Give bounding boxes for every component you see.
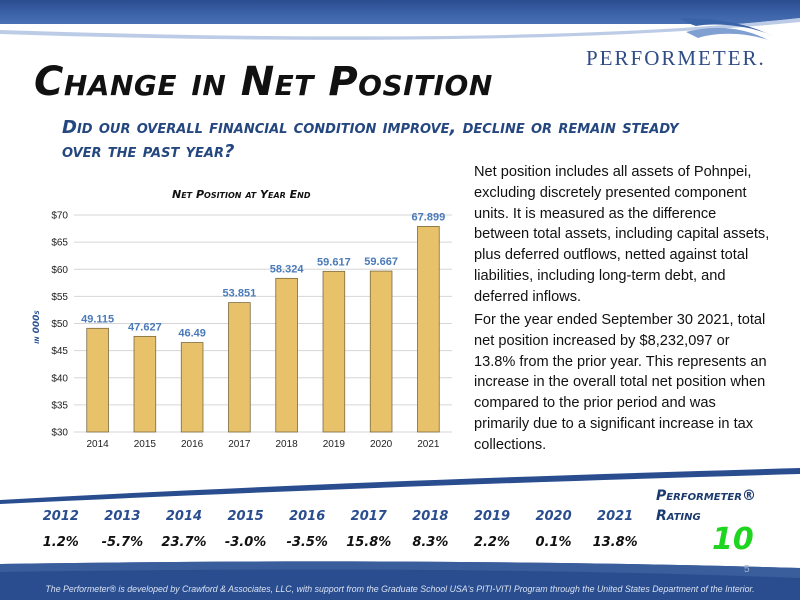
description-paragraph: Net position includes all assets of Pohnpei, excluding discretely presented component units. It is measured as the difference between total assets, including capital assets, plus deferred outflows, netted against total liabilities, including long-term debt, and deferred inflows.	[474, 164, 770, 305]
rating-value: 10	[712, 522, 754, 557]
y-axis-label: in 000s	[31, 310, 42, 344]
x-tick-label: 2018	[275, 439, 298, 450]
net-position-chart	[0, 0, 470, 470]
history-year: 2019	[473, 509, 511, 524]
history-percentage: 13.8%	[592, 535, 638, 550]
chart-bar	[418, 226, 440, 432]
history-year: 2014	[165, 509, 203, 524]
history-years-row	[30, 509, 646, 524]
chart-bar	[229, 303, 251, 432]
page-title: Change in Net Position	[34, 59, 493, 105]
y-tick-label: $35	[51, 400, 68, 412]
history-year: 2015	[227, 509, 264, 524]
y-tick-label: $70	[51, 210, 68, 222]
x-tick-label: 2016	[181, 439, 204, 450]
history-percentage: -3.0%	[224, 535, 267, 550]
chart-bar	[276, 278, 298, 432]
history-year: 2013	[104, 509, 141, 524]
x-tick-label: 2014	[86, 439, 109, 450]
logo-swoosh-icon	[586, 10, 786, 50]
history-percentage: 15.8%	[346, 535, 392, 550]
rating-label-line1: Performeter®	[656, 488, 756, 504]
history-percentage: 23.7%	[161, 535, 207, 550]
chart-bar	[323, 271, 345, 432]
history-year: 2016	[289, 509, 326, 524]
data-label: 67.899	[411, 211, 446, 224]
rating-label-line2: Rating	[656, 508, 701, 524]
data-label: 53.851	[222, 287, 257, 300]
logo-wordmark: PERFORMETER.	[586, 46, 766, 70]
y-tick-label: $30	[51, 427, 68, 439]
data-label: 47.627	[128, 321, 162, 334]
performeter-logo	[586, 10, 786, 80]
y-tick-label: $45	[51, 346, 68, 358]
chart-title: Net Position at Year End	[172, 188, 311, 201]
y-tick-label: $60	[51, 264, 68, 276]
page-subtitle: Did our overall financial condition improve, decline or remain steady over the past year?	[62, 117, 679, 162]
x-tick-label: 2019	[322, 439, 345, 450]
chart-bar	[134, 336, 156, 432]
data-label: 58.324	[269, 263, 304, 276]
chart-bar	[181, 343, 203, 432]
data-label: 59.667	[364, 256, 398, 269]
history-year: 2021	[597, 509, 634, 524]
history-year: 2012	[42, 509, 79, 524]
history-percentage: 1.2%	[42, 535, 79, 550]
x-tick-label: 2020	[370, 439, 393, 450]
footer-credit: The Performeter® is developed by Crawford & Associates, LLC, with support from the Graduate School USA's PITI-VITI Program through the United States Department of the Interior.	[45, 584, 755, 594]
y-tick-labels	[51, 211, 68, 439]
history-percentages-row	[30, 535, 646, 550]
data-label: 49.115	[81, 313, 115, 326]
history-percentage: 2.2%	[473, 535, 510, 550]
x-tick-label: 2021	[417, 439, 440, 450]
chart-bar	[370, 271, 392, 432]
history-year: 2018	[412, 509, 449, 524]
history-year: 2020	[535, 509, 572, 524]
chart-bar	[87, 328, 109, 432]
history-year: 2017	[350, 509, 387, 524]
data-label: 59.617	[317, 256, 351, 269]
history-percentage: -3.5%	[286, 535, 328, 550]
y-tick-label: $55	[51, 291, 68, 303]
history-percentage: -5.7%	[101, 535, 144, 550]
history-percentage: 0.1%	[535, 535, 572, 550]
y-tick-label: $50	[51, 319, 68, 330]
page-number: 5	[744, 564, 750, 575]
x-tick-label: 2017	[228, 439, 251, 450]
history-percentage: 8.3%	[412, 535, 449, 550]
rating-label	[656, 486, 756, 526]
x-tick-labels	[87, 439, 440, 450]
data-label: 46.49	[178, 327, 206, 340]
x-tick-label: 2015	[133, 439, 156, 450]
summary-paragraph: For the year ended September 30 2021, total net position increased by $8,232,097 or 13.8% from the prior year. This represents an increase in the overall total net position when compared to the prior period and was primarily due to a significant increase in tax collections.	[474, 312, 767, 453]
y-tick-label: $65	[51, 237, 68, 249]
y-tick-label: $40	[51, 373, 68, 385]
